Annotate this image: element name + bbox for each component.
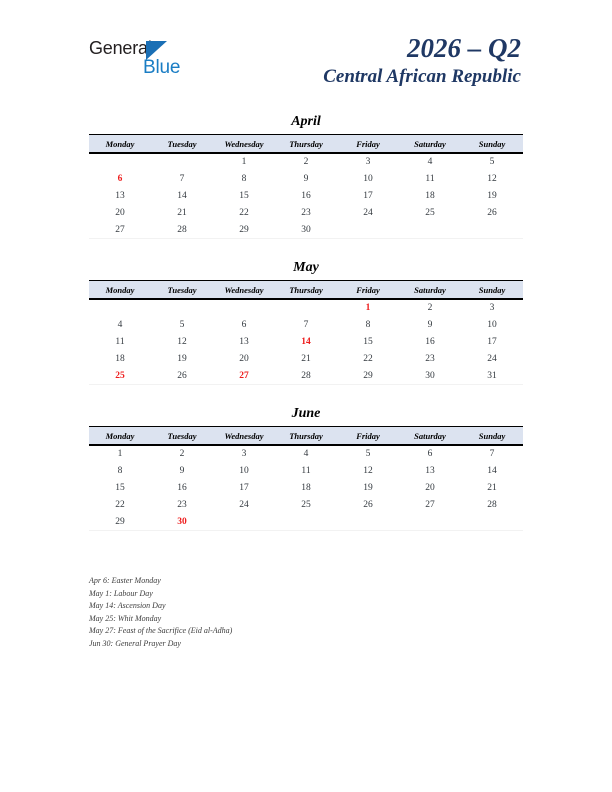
day-cell[interactable]: 29	[89, 514, 151, 531]
day-cell[interactable]: 28	[151, 222, 213, 239]
day-cell[interactable]: 2	[275, 153, 337, 171]
day-cell[interactable]: 27	[399, 497, 461, 514]
day-cell[interactable]: 13	[399, 463, 461, 480]
holiday-legend	[89, 575, 509, 651]
day-cell-holiday[interactable]: 27	[213, 368, 275, 385]
day-cell-holiday[interactable]: 1	[337, 299, 399, 317]
day-cell[interactable]: 6	[213, 317, 275, 334]
weekday-header-row	[89, 281, 523, 300]
day-cell[interactable]: 18	[275, 480, 337, 497]
week-row	[89, 368, 523, 385]
day-cell[interactable]: 13	[213, 334, 275, 351]
day-cell[interactable]: 3	[213, 445, 275, 463]
weekday-header-thursday: Thursday	[275, 281, 337, 300]
day-cell-empty	[151, 153, 213, 171]
weekday-header-tuesday: Tuesday	[151, 135, 213, 154]
day-cell[interactable]: 11	[275, 463, 337, 480]
week-row	[89, 351, 523, 368]
day-cell[interactable]: 14	[461, 463, 523, 480]
day-cell[interactable]: 29	[337, 368, 399, 385]
weekday-header-row	[89, 135, 523, 154]
weekday-header-friday: Friday	[337, 427, 399, 446]
day-cell-empty	[275, 514, 337, 531]
day-cell[interactable]: 28	[275, 368, 337, 385]
weekday-header-thursday: Thursday	[275, 427, 337, 446]
day-cell[interactable]: 8	[89, 463, 151, 480]
day-cell[interactable]: 16	[275, 188, 337, 205]
day-cell[interactable]: 5	[337, 445, 399, 463]
day-cell[interactable]: 11	[399, 171, 461, 188]
day-cell[interactable]: 24	[337, 205, 399, 222]
weekday-header-saturday: Saturday	[399, 135, 461, 154]
day-cell[interactable]: 2	[151, 445, 213, 463]
day-cell[interactable]: 20	[213, 351, 275, 368]
month-block	[89, 404, 523, 531]
weekday-header-wednesday: Wednesday	[213, 281, 275, 300]
day-cell[interactable]: 15	[89, 480, 151, 497]
day-cell[interactable]: 2	[399, 299, 461, 317]
weekday-header-monday: Monday	[89, 281, 151, 300]
weekday-header-monday: Monday	[89, 135, 151, 154]
day-cell[interactable]: 15	[213, 188, 275, 205]
day-cell[interactable]: 9	[151, 463, 213, 480]
day-cell-empty	[213, 514, 275, 531]
weekday-header-wednesday: Wednesday	[213, 135, 275, 154]
day-cell[interactable]: 9	[275, 171, 337, 188]
day-cell[interactable]: 25	[399, 205, 461, 222]
week-row	[89, 497, 523, 514]
day-cell[interactable]: 24	[461, 351, 523, 368]
day-cell[interactable]: 22	[89, 497, 151, 514]
weekday-header-wednesday: Wednesday	[213, 427, 275, 446]
title-block	[323, 32, 521, 89]
logo-word-blue: Blue	[143, 57, 181, 78]
page-subtitle: Central African Republic	[323, 66, 521, 87]
day-cell[interactable]: 31	[461, 368, 523, 385]
day-cell[interactable]: 26	[337, 497, 399, 514]
week-row	[89, 445, 523, 463]
weekday-header-saturday: Saturday	[399, 281, 461, 300]
week-row	[89, 317, 523, 334]
day-cell[interactable]: 26	[151, 368, 213, 385]
weekday-header-friday: Friday	[337, 281, 399, 300]
holiday-legend-item: Jun 30: General Prayer Day	[89, 638, 181, 648]
month-table	[89, 134, 523, 239]
week-row	[89, 514, 523, 531]
weekday-header-tuesday: Tuesday	[151, 427, 213, 446]
day-cell[interactable]: 20	[89, 205, 151, 222]
day-cell[interactable]: 23	[399, 351, 461, 368]
weekday-header-sunday: Sunday	[461, 135, 523, 154]
day-cell[interactable]: 7	[461, 445, 523, 463]
week-row	[89, 463, 523, 480]
week-row	[89, 299, 523, 317]
month-block	[89, 112, 523, 239]
day-cell[interactable]: 9	[399, 317, 461, 334]
week-row	[89, 153, 523, 171]
day-cell-empty	[399, 222, 461, 239]
day-cell[interactable]: 8	[213, 171, 275, 188]
week-row	[89, 334, 523, 351]
day-cell[interactable]: 17	[461, 334, 523, 351]
day-cell[interactable]: 16	[399, 334, 461, 351]
day-cell[interactable]: 21	[151, 205, 213, 222]
holiday-legend-item: Apr 6: Easter Monday	[89, 576, 161, 585]
weekday-header-monday: Monday	[89, 427, 151, 446]
week-row	[89, 480, 523, 497]
day-cell[interactable]: 23	[275, 205, 337, 222]
month-block	[89, 258, 523, 385]
day-cell-empty	[89, 153, 151, 171]
day-cell-empty	[89, 299, 151, 317]
weekday-header-sunday: Sunday	[461, 281, 523, 300]
day-cell[interactable]: 21	[275, 351, 337, 368]
day-cell[interactable]: 3	[461, 299, 523, 317]
holiday-legend-item: May 25: Whit Monday	[89, 613, 162, 623]
day-cell[interactable]: 7	[151, 171, 213, 188]
holiday-legend-item: May 14: Ascension Day	[89, 601, 166, 611]
day-cell[interactable]: 14	[151, 188, 213, 205]
day-cell[interactable]: 20	[399, 480, 461, 497]
day-cell[interactable]: 12	[151, 334, 213, 351]
day-cell[interactable]: 25	[275, 497, 337, 514]
day-cell[interactable]: 22	[337, 351, 399, 368]
page-header	[0, 0, 612, 100]
day-cell[interactable]: 4	[89, 317, 151, 334]
holiday-legend-item: May 1: Labour Day	[89, 588, 153, 598]
day-cell[interactable]: 30	[275, 222, 337, 239]
day-cell[interactable]: 13	[89, 188, 151, 205]
month-table	[89, 426, 523, 531]
day-cell-empty	[399, 514, 461, 531]
day-cell[interactable]: 4	[399, 153, 461, 171]
day-cell[interactable]: 29	[213, 222, 275, 239]
day-cell[interactable]: 21	[461, 480, 523, 497]
day-cell[interactable]: 19	[461, 188, 523, 205]
weekday-header-thursday: Thursday	[275, 135, 337, 154]
month-title: May	[293, 260, 319, 275]
day-cell[interactable]: 22	[213, 205, 275, 222]
day-cell[interactable]: 11	[89, 334, 151, 351]
day-cell[interactable]: 19	[337, 480, 399, 497]
day-cell[interactable]: 17	[213, 480, 275, 497]
day-cell-empty	[337, 514, 399, 531]
logo-word-general: General	[89, 38, 152, 58]
day-cell[interactable]: 5	[151, 317, 213, 334]
weekday-header-tuesday: Tuesday	[151, 281, 213, 300]
day-cell[interactable]: 16	[151, 480, 213, 497]
day-cell-empty	[461, 222, 523, 239]
day-cell-empty	[337, 222, 399, 239]
day-cell[interactable]: 4	[275, 445, 337, 463]
day-cell-empty	[275, 299, 337, 317]
day-cell-empty	[151, 299, 213, 317]
day-cell[interactable]: 27	[89, 222, 151, 239]
week-row	[89, 188, 523, 205]
day-cell[interactable]: 10	[337, 171, 399, 188]
day-cell[interactable]: 12	[461, 171, 523, 188]
weekday-header-saturday: Saturday	[399, 427, 461, 446]
calendar-months	[89, 112, 523, 550]
page-title: 2026 – Q2	[407, 33, 521, 63]
weekday-header-sunday: Sunday	[461, 427, 523, 446]
day-cell[interactable]: 15	[337, 334, 399, 351]
day-cell[interactable]: 1	[89, 445, 151, 463]
month-table	[89, 280, 523, 385]
day-cell-holiday[interactable]: 6	[89, 171, 151, 188]
day-cell[interactable]: 8	[337, 317, 399, 334]
day-cell[interactable]: 24	[213, 497, 275, 514]
day-cell-holiday[interactable]: 14	[275, 334, 337, 351]
holiday-legend-item: May 27: Feast of the Sacrifice (Eid al-Adha)	[89, 626, 233, 636]
day-cell[interactable]: 7	[275, 317, 337, 334]
day-cell[interactable]: 18	[89, 351, 151, 368]
day-cell[interactable]: 12	[337, 463, 399, 480]
day-cell[interactable]: 19	[151, 351, 213, 368]
month-title: April	[291, 114, 321, 129]
day-cell[interactable]: 18	[399, 188, 461, 205]
day-cell-empty	[461, 514, 523, 531]
day-cell[interactable]: 26	[461, 205, 523, 222]
day-cell[interactable]: 10	[213, 463, 275, 480]
week-row	[89, 171, 523, 188]
weekday-header-row	[89, 427, 523, 446]
day-cell-holiday[interactable]: 30	[151, 514, 213, 531]
day-cell[interactable]: 28	[461, 497, 523, 514]
general-blue-logo[interactable]	[89, 38, 199, 84]
weekday-header-friday: Friday	[337, 135, 399, 154]
day-cell[interactable]: 3	[337, 153, 399, 171]
day-cell-empty	[213, 299, 275, 317]
day-cell[interactable]: 6	[399, 445, 461, 463]
day-cell[interactable]: 30	[399, 368, 461, 385]
week-row	[89, 222, 523, 239]
day-cell[interactable]: 5	[461, 153, 523, 171]
month-title: June	[291, 406, 321, 421]
day-cell-holiday[interactable]: 25	[89, 368, 151, 385]
day-cell[interactable]: 1	[213, 153, 275, 171]
week-row	[89, 205, 523, 222]
day-cell[interactable]: 10	[461, 317, 523, 334]
day-cell[interactable]: 23	[151, 497, 213, 514]
day-cell[interactable]: 17	[337, 188, 399, 205]
